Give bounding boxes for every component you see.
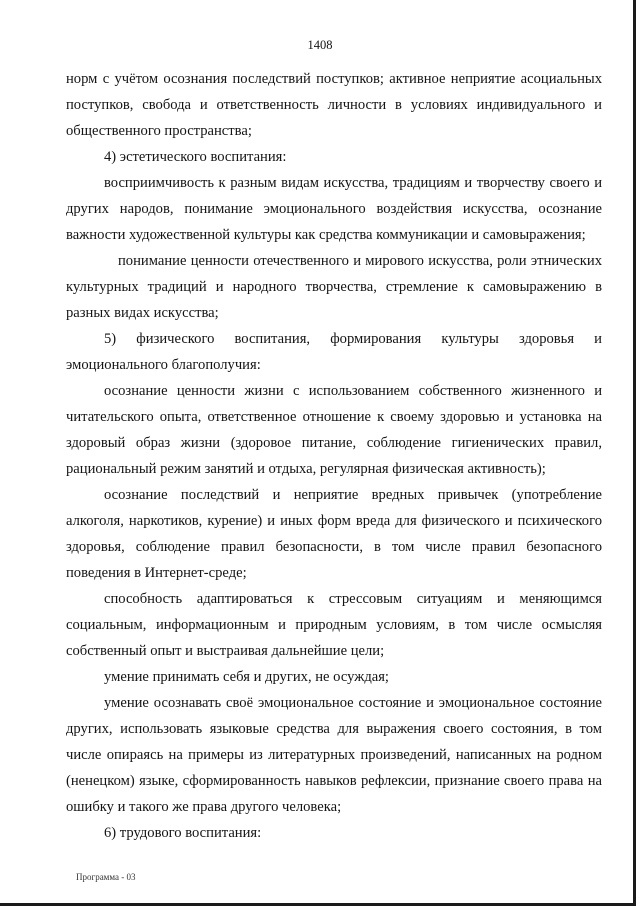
heading-physical-education: 5) физического воспитания, формирования культуры здоровья и эмоционального благополучия:: [66, 331, 602, 373]
page-number: 1408: [307, 38, 333, 52]
paragraph-social-norms: норм с учётом осознания последствий поступков; активное неприятие асоциальных поступков, свобода и ответственность личности в условиях индивидуального и общественного пространства;: [66, 71, 602, 139]
paragraph-art-receptivity: восприимчивость к разным видам искусства, традициям и творчеству своего и других народов, понимание эмоционального воздействия искусства, осознание важности художественной культуры как средства коммуникации и самовыражения;: [66, 175, 602, 243]
heading-aesthetic-education: 4) эстетического воспитания:: [104, 149, 287, 165]
document-body: [66, 66, 602, 846]
footer-program-code: Программа - 03: [76, 872, 136, 882]
paragraph-art-value: понимание ценности отечественного и мирового искусства, роли этнических культурных традиций и народного творчества, стремление к самовыражению в разных видах искусства;: [66, 253, 602, 321]
paragraph-stress-adaptation: способность адаптироваться к стрессовым ситуациям и меняющимся социальным, информационным и природным условиям, в том числе осмысляя собственный опыт и выстраивая дальнейшие цели;: [66, 591, 602, 659]
paragraph-self-acceptance: умение принимать себя и других, не осуждая;: [104, 669, 389, 685]
heading-labor-education: 6) трудового воспитания:: [104, 825, 262, 841]
paragraph-life-value: осознание ценности жизни с использованием собственного жизненного и читательского опыта, ответственное отношение к своему здоровью и установка на здоровый образ жизни (здоровое питание, соблюдение гигиенических правил, рациональный режим занятий и отдыха, регулярная физическая активность);: [66, 383, 602, 477]
paragraph-harmful-habits: осознание последствий и неприятие вредных привычек (употребление алкоголя, наркотиков, курение) и иных форм вреда для физического и психического здоровья, соблюдение правил безопасности, в том числе правил безопасного поведения в Интернет-среде;: [66, 487, 602, 581]
paragraph-emotional-awareness: умение осознавать своё эмоциональное состояние и эмоциональное состояние других, использовать языковые средства для выражения своего состояния, в том числе опираясь на примеры из литературных произведений, написанных на родном (ненецком) языке, сформированность навыков рефлексии, признание своего права на ошибку и такого же права другого человека;: [66, 695, 602, 815]
